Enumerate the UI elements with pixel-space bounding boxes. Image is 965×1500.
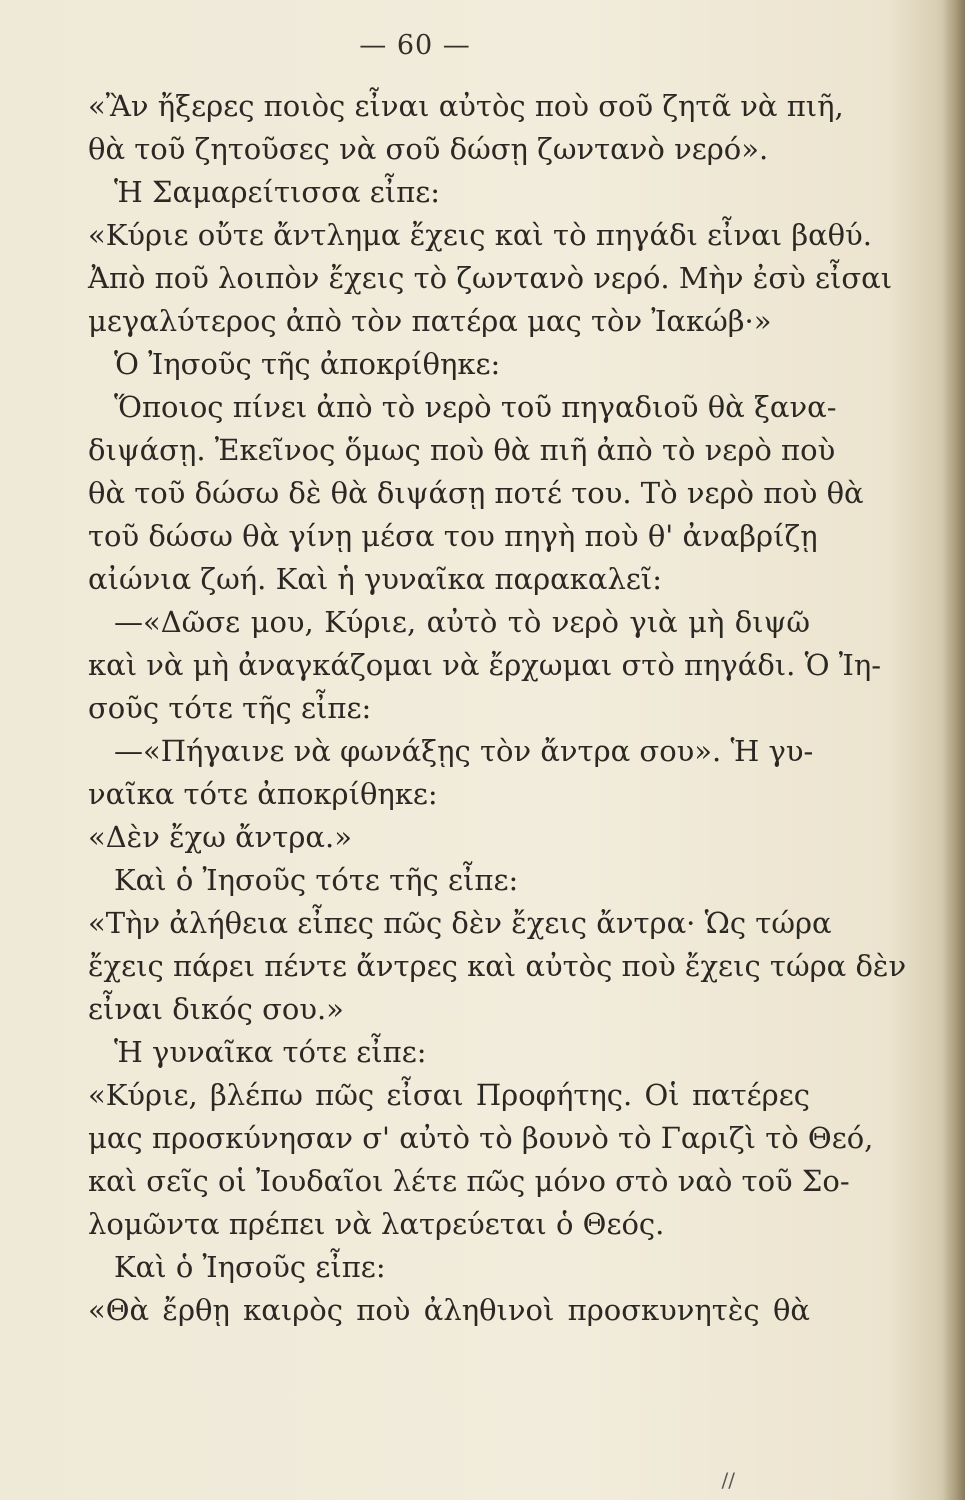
text-line: λομῶντα πρέπει νὰ λατρεύεται ὁ Θεός. xyxy=(88,1207,665,1241)
text-line: «Ἂν ἤξερες ποιὸς εἶναι αὐτὸς ποὺ σοῦ ζητᾶ νὰ πιῆ, xyxy=(88,89,844,123)
text-line: Ὁ Ἰησοῦς τῆς ἀποκρίθηκε: xyxy=(114,347,501,381)
text-line: Καὶ ὁ Ἰησοῦς τότε τῆς εἶπε: xyxy=(114,863,519,897)
text-line: «Θὰ ἔρθῃ καιρὸς ποὺ ἀληθινοὶ προσκυνητὲς θὰ xyxy=(88,1293,810,1327)
text-line: —«Δῶσε μου, Κύριε, αὐτὸ τὸ νερὸ γιὰ μὴ διψῶ xyxy=(114,605,810,639)
text-line: Καὶ ὁ Ἰησοῦς εἶπε: xyxy=(114,1250,386,1284)
text-line: Ἀπὸ ποῦ λοιπὸν ἔχεις τὸ ζωντανὸ νερό. Μὴν ἐσὺ εἶσαι xyxy=(88,261,893,295)
text-line: καὶ νὰ μὴ ἀναγκάζομαι νὰ ἔρχωμαι στὸ πηγάδι. Ὁ Ἰη- xyxy=(88,648,882,682)
page-number: — 60 — xyxy=(359,30,471,61)
text-line: αἰώνια ζωή. Καὶ ἡ γυναῖκα παρακαλεῖ: xyxy=(88,562,663,596)
text-line: σοῦς τότε τῆς εἶπε: xyxy=(88,691,372,725)
text-line: Ὅποιος πίνει ἀπὸ τὸ νερὸ τοῦ πηγαδιοῦ θὰ ξανα- xyxy=(114,390,837,424)
text-line: Ἡ Σαμαρείτισσα εἶπε: xyxy=(114,175,441,209)
text-line: θὰ τοῦ ζητοῦσες νὰ σοῦ δώσῃ ζωντανὸ νερό». xyxy=(88,132,769,166)
text-line: καὶ σεῖς οἱ Ἰουδαῖοι λέτε πῶς μόνο στὸ ναὸ τοῦ Σο- xyxy=(88,1164,850,1198)
text-line: «Δὲν ἔχω ἄντρα.» xyxy=(88,820,352,854)
text-line: —«Πήγαινε νὰ φωνάξῃς τὸν ἄντρα σου». Ἡ γυ- xyxy=(114,734,814,768)
text-line: μεγαλύτερος ἀπὸ τὸν πατέρα μας τὸν Ἰακώβ·» xyxy=(88,304,772,338)
text-line: διψάσῃ. Ἐκεῖνος ὅμως ποὺ θὰ πιῆ ἀπὸ τὸ νερὸ ποὺ xyxy=(88,433,836,467)
text-line: εἶναι δικός σου.» xyxy=(88,992,344,1026)
text-line: «Κύριε οὔτε ἄντλημα ἔχεις καὶ τὸ πηγάδι εἶναι βαθύ. xyxy=(88,218,872,252)
text-line: θὰ τοῦ δώσω δὲ θὰ διψάσῃ ποτέ του. Τὸ νερὸ ποὺ θὰ xyxy=(88,476,864,510)
page-edge-shadow xyxy=(943,0,965,1500)
text-line: «Κύριε, βλέπω πῶς εἶσαι Προφήτης. Οἱ πατέρες xyxy=(88,1078,810,1112)
text-line: μας προσκύνησαν σ' αὐτὸ τὸ βουνὸ τὸ Γαριζὶ τὸ Θεό, xyxy=(88,1121,874,1155)
text-line: ναῖκα τότε ἀποκρίθηκε: xyxy=(88,777,438,811)
text-line: τοῦ δώσω θὰ γίνῃ μέσα του πηγὴ ποὺ θ' ἀναβρίζῃ xyxy=(88,519,818,553)
text-line: Ἡ γυναῖκα τότε εἶπε: xyxy=(114,1035,427,1069)
text-line: «Τὴν ἀλήθεια εἶπες πῶς δὲν ἔχεις ἄντρα· Ὡς τώρα xyxy=(88,906,832,940)
stray-mark: // xyxy=(721,1468,735,1492)
text-line: ἔχεις πάρει πέντε ἄντρες καὶ αὐτὸς ποὺ ἔχεις τώρα δὲν xyxy=(88,949,907,983)
body-text xyxy=(88,85,907,1332)
